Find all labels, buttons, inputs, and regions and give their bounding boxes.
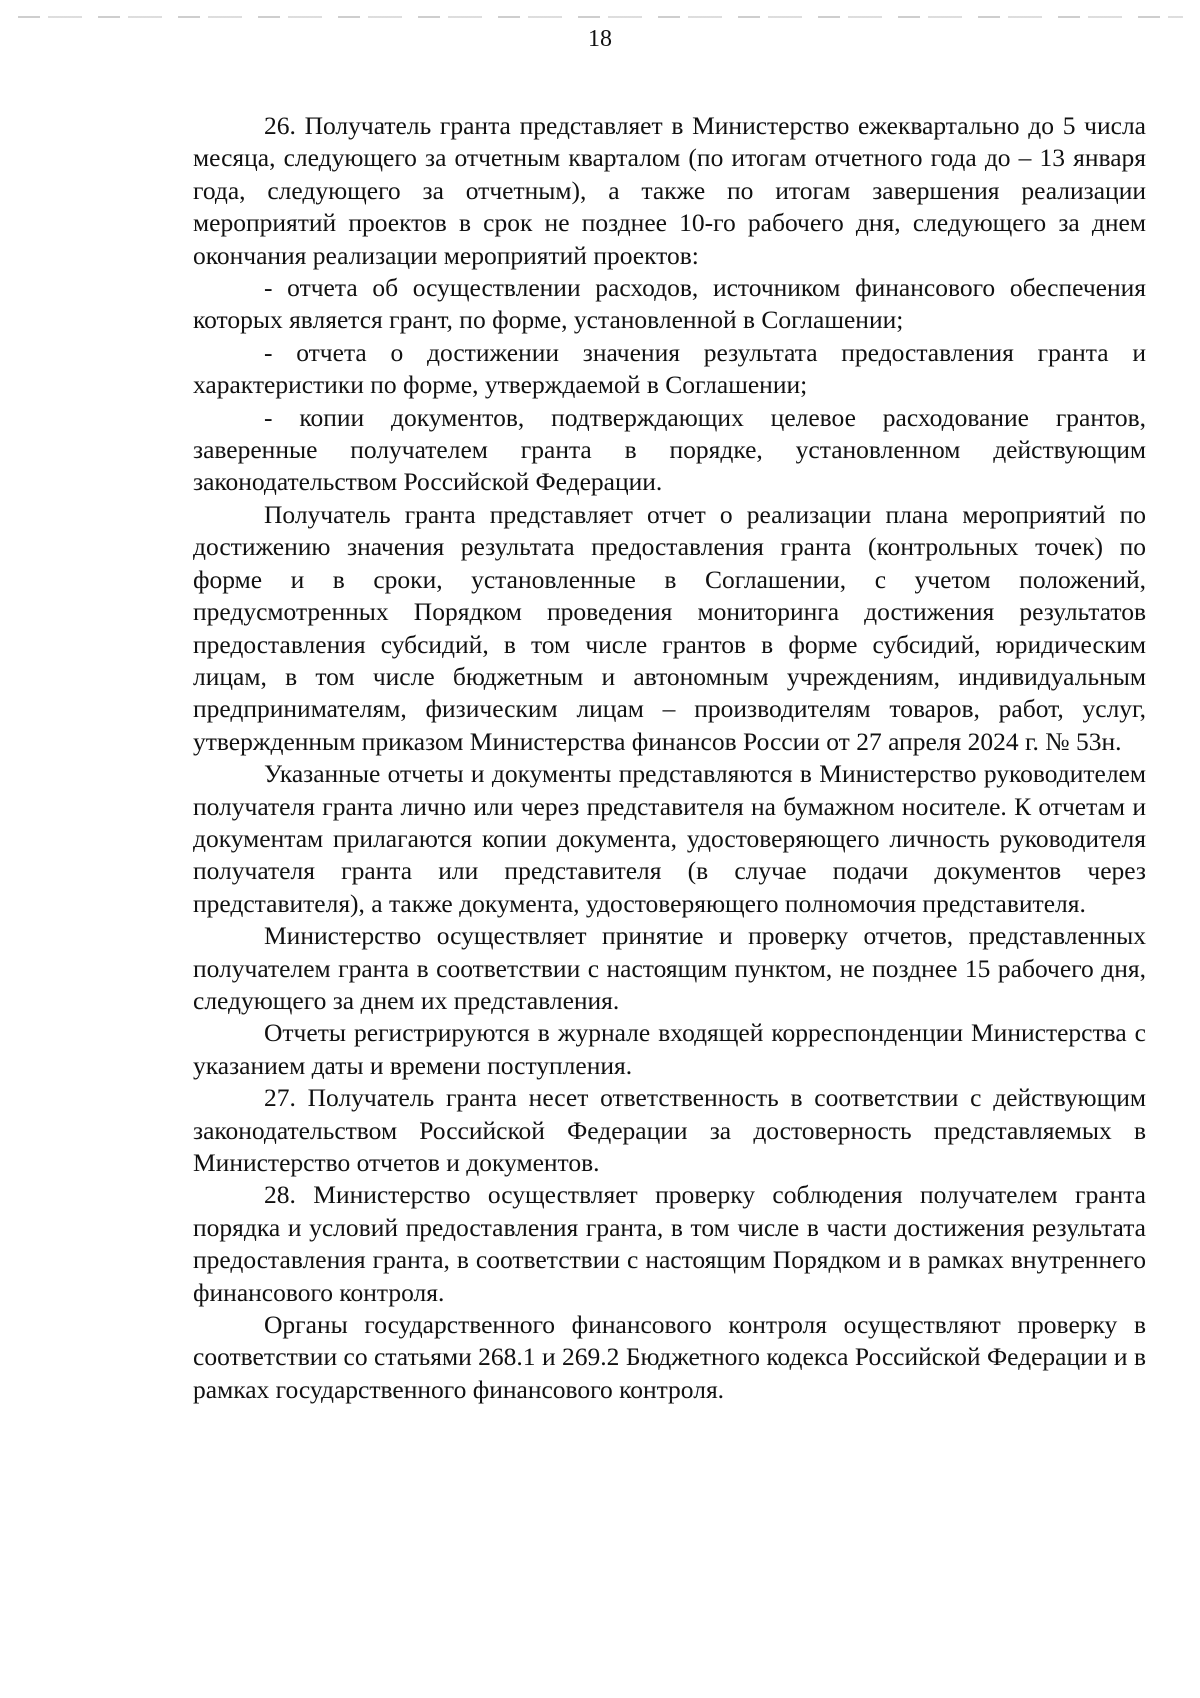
list-item-expenses-report: - отчета об осуществлении расходов, источником финансового обеспечения которых является грант, по форме, установленной в Соглашении; bbox=[193, 273, 1146, 335]
paragraph-plan-report: Получатель гранта представляет отчет о реализации плана мероприятий по достижению значения результата предоставления гранта (контрольных точек) по форме и в сроки, установленные в Соглашении, с учетом положений, предусмотренных Порядком проведения мониторинга достижения результатов предоставления субсидий, в том числе грантов в форме субсидий, юридическим лицам, в том числе бюджетным и автономным учреждениям, индивидуальным предпринимателям, физическим лицам – производителям товаров, работ, услуг, утвержденным приказом Министерства финансов России от 27 апреля 2024 г. № 53н. bbox=[193, 499, 1146, 756]
list-item-document-copies: - копии документов, подтверждающих целевое расходование грантов, заверенные получателем гранта в порядке, установленном действующим законодательством Российской Федерации. bbox=[193, 402, 1146, 497]
page-number: 18 bbox=[588, 26, 612, 52]
paragraph-submission-method: Указанные отчеты и документы представляются в Министерство руководителем получателя гранта лично или через представителя на бумажном носителе. К отчетам и документам прилагаются копии документа, удостоверяющего личность руководителя получателя гранта или представителя (в случае подачи документов через представителя), а также документа, удостоверяющего полномочия представителя. bbox=[193, 759, 1146, 918]
paragraph-28-compliance-check: 28. Министерство осуществляет проверку соблюдения получателем гранта порядка и условий предоставления гранта, в том числе в части достижения результата предоставления гранта, в соответствии с настоящим Порядком и в рамках внутреннего финансового контроля. bbox=[193, 1180, 1146, 1307]
scan-edge-line bbox=[18, 16, 1183, 18]
paragraph-27-responsibility: 27. Получатель гранта несет ответственность в соответствии с действующим законодательством Российской Федерации за достоверность представляемых в Министерство отчетов и документов. bbox=[193, 1083, 1146, 1177]
paragraph-ministry-review: Министерство осуществляет принятие и проверку отчетов, представленных получателем гранта в соответствии с настоящим пунктом, не позднее 15 рабочего дня, следующего за днем их представления. bbox=[193, 921, 1146, 1015]
paragraph-state-control: Органы государственного финансового контроля осуществляют проверку в соответствии со статьями 268.1 и 269.2 Бюджетного кодекса Российской Федерации и в рамках государственного финансового контроля. bbox=[193, 1310, 1146, 1404]
list-item-result-report: - отчета о достижении значения результата предоставления гранта и характеристики по форме, утверждаемой в Соглашении; bbox=[193, 337, 1146, 400]
paragraph-26-intro: 26. Получатель гранта представляет в Министерство ежеквартально до 5 числа месяца, следующего за отчетным кварталом (по итогам отчетного года до – 13 января года, следующего за отчетным), а также по итогам завершения реализации мероприятий проектов в срок не позднее 10-го рабочего дня, следующего за днем окончания реализации мероприятий проектов: bbox=[193, 111, 1146, 270]
paragraph-registration: Отчеты регистрируются в журнале входящей корреспонденции Министерства с указанием даты и времени поступления. bbox=[193, 1018, 1146, 1080]
document-body bbox=[193, 110, 1146, 1406]
